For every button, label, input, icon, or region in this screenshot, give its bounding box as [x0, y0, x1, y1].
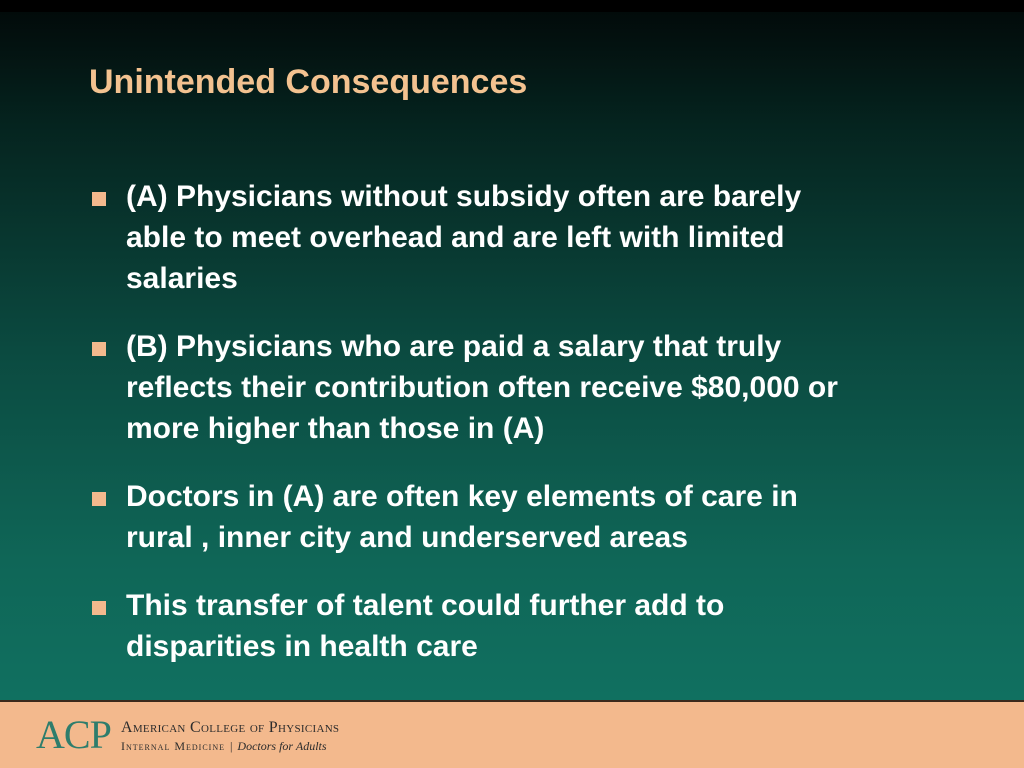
tagline-separator: | [230, 739, 233, 753]
org-name: American College of Physicians [121, 719, 340, 736]
square-bullet-icon [92, 492, 106, 506]
bullet-item [90, 476, 950, 558]
tagline-internal-medicine: Internal Medicine [121, 739, 225, 753]
footer [0, 702, 1024, 768]
org-tagline [121, 739, 327, 753]
bullet-item [90, 585, 950, 667]
bullet-item [90, 176, 950, 299]
bullet-text: (B) Physicians who are paid a salary that truly reflects their contribution often receive $80,000 or more higher than those in (A) [126, 330, 838, 445]
tagline-doctors-for-adults: Doctors for Adults [237, 739, 327, 753]
acp-logo: ACP [36, 712, 111, 757]
bullet-text: This transfer of talent could further add to disparities in health care [126, 589, 725, 663]
bullet-item [90, 326, 950, 449]
bullet-text: Doctors in (A) are often key elements of care in rural , inner city and underserved areas [126, 480, 798, 554]
bullet-text: (A) Physicians without subsidy often are barely able to meet overhead and are left with limited salaries [126, 180, 802, 295]
top-black-bar [0, 0, 1024, 12]
square-bullet-icon [92, 192, 106, 206]
square-bullet-icon [92, 601, 106, 615]
square-bullet-icon [92, 342, 106, 356]
bullet-list [90, 176, 950, 694]
slide-title: Unintended Consequences [89, 63, 528, 101]
